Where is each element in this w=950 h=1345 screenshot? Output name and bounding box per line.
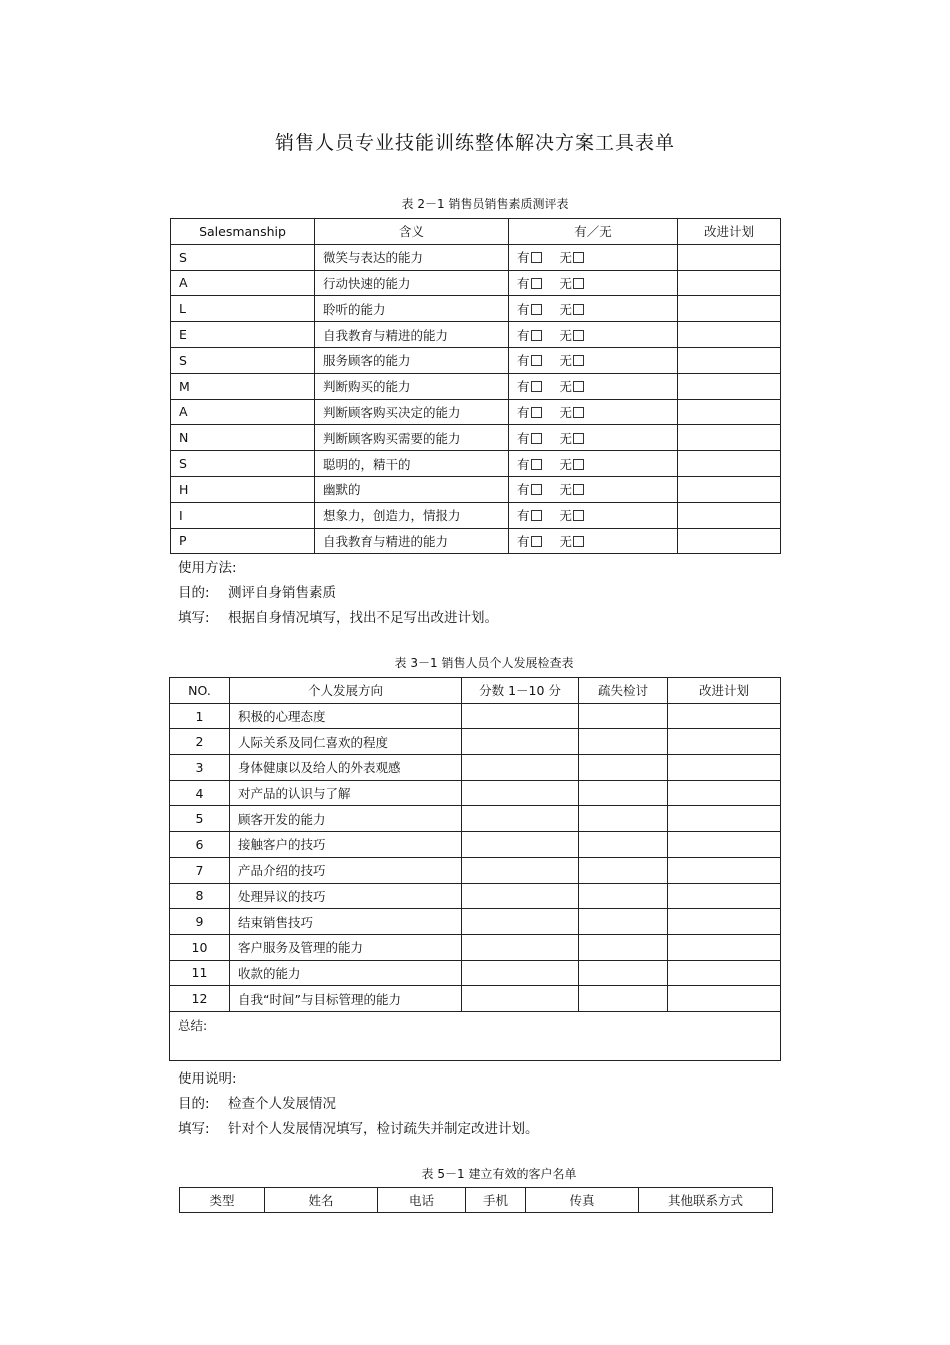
row-number: 10 xyxy=(170,934,230,960)
row-number: 2 xyxy=(170,729,230,755)
table-row xyxy=(171,244,781,270)
yes-no-cell xyxy=(509,296,678,322)
no-checkbox[interactable] xyxy=(573,355,584,366)
sales-quality-assessment-table xyxy=(170,218,781,554)
score-cell[interactable] xyxy=(462,703,579,729)
row-direction: 顾客开发的能力 xyxy=(230,806,462,832)
no-checkbox[interactable] xyxy=(573,536,584,547)
table-row xyxy=(171,451,781,477)
improvement-plan-cell[interactable] xyxy=(678,322,781,348)
table-row xyxy=(171,399,781,425)
table-row xyxy=(171,528,781,554)
row-direction: 对产品的认识与了解 xyxy=(230,780,462,806)
no-label: 无 xyxy=(559,379,573,395)
row-letter: N xyxy=(171,425,315,451)
score-cell[interactable] xyxy=(462,755,579,781)
review-cell[interactable] xyxy=(579,703,668,729)
review-cell[interactable] xyxy=(579,729,668,755)
improvement-plan-cell[interactable] xyxy=(678,425,781,451)
table1-caption: 表 2－1 销售员销售素质测评表 xyxy=(401,197,569,211)
improvement-plan-cell[interactable] xyxy=(678,244,781,270)
table-row xyxy=(171,476,781,502)
summary-label: 总结: xyxy=(178,1017,208,1033)
row-meaning: 聪明的，精干的 xyxy=(315,451,509,477)
row-direction: 处理异议的技巧 xyxy=(230,883,462,909)
row-meaning: 自我教育与精进的能力 xyxy=(315,528,509,554)
yes-checkbox[interactable] xyxy=(531,510,542,521)
personal-development-checklist-table xyxy=(169,677,781,1061)
table-row xyxy=(170,832,781,858)
score-cell[interactable] xyxy=(462,806,579,832)
review-cell[interactable] xyxy=(579,909,668,935)
yes-no-cell xyxy=(509,528,678,554)
no-checkbox[interactable] xyxy=(573,278,584,289)
row-direction: 人际关系及同仁喜欢的程度 xyxy=(230,729,462,755)
yes-label: 有 xyxy=(517,275,530,291)
review-cell[interactable] xyxy=(579,934,668,960)
row-direction: 积极的心理态度 xyxy=(230,703,462,729)
purpose-text: 检查个人发展情况 xyxy=(228,1096,336,1112)
yes-no-cell xyxy=(509,270,678,296)
score-cell[interactable] xyxy=(462,960,579,986)
header-name: 姓名 xyxy=(265,1188,378,1213)
improvement-plan-cell[interactable] xyxy=(668,806,781,832)
improvement-plan-cell[interactable] xyxy=(668,729,781,755)
improvement-plan-cell[interactable] xyxy=(668,755,781,781)
no-label: 无 xyxy=(559,275,573,291)
review-cell[interactable] xyxy=(579,780,668,806)
yes-label: 有 xyxy=(517,327,530,343)
table2-fill xyxy=(178,1117,539,1137)
yes-no-cell xyxy=(509,425,678,451)
no-label: 无 xyxy=(559,353,573,369)
row-meaning: 微笑与表达的能力 xyxy=(315,244,509,270)
no-checkbox[interactable] xyxy=(573,433,584,444)
improvement-plan-cell[interactable] xyxy=(678,373,781,399)
table-row xyxy=(170,960,781,986)
table2-usage-title: 使用说明: xyxy=(178,1071,237,1087)
row-letter: A xyxy=(171,399,315,425)
yes-no-cell xyxy=(509,476,678,502)
row-meaning: 行动快速的能力 xyxy=(315,270,509,296)
row-meaning: 服务顾客的能力 xyxy=(315,347,509,373)
improvement-plan-cell[interactable] xyxy=(668,986,781,1012)
no-checkbox[interactable] xyxy=(573,407,584,418)
table1-usage-title: 使用方法: xyxy=(178,560,237,576)
row-number: 12 xyxy=(170,986,230,1012)
row-meaning: 自我教育与精进的能力 xyxy=(315,322,509,348)
fill-label: 填写: xyxy=(178,610,210,626)
no-label: 无 xyxy=(559,327,573,343)
improvement-plan-cell[interactable] xyxy=(668,909,781,935)
row-number: 1 xyxy=(170,703,230,729)
purpose-label: 目的: xyxy=(178,585,210,601)
row-number: 6 xyxy=(170,832,230,858)
table-header-row xyxy=(171,219,781,245)
header-yes-no: 有／无 xyxy=(509,219,678,245)
header-mobile: 手机 xyxy=(466,1188,526,1213)
no-label: 无 xyxy=(559,250,573,266)
summary-cell[interactable] xyxy=(170,1011,781,1060)
row-meaning: 判断顾客购买决定的能力 xyxy=(315,399,509,425)
table-row xyxy=(170,883,781,909)
header-phone: 电话 xyxy=(378,1188,466,1213)
row-letter: H xyxy=(171,476,315,502)
table2-caption: 表 3－1 销售人员个人发展检查表 xyxy=(394,656,574,670)
header-type: 类型 xyxy=(180,1188,265,1213)
no-label: 无 xyxy=(559,482,573,498)
table-row xyxy=(170,806,781,832)
row-meaning: 判断购买的能力 xyxy=(315,373,509,399)
improvement-plan-cell[interactable] xyxy=(668,703,781,729)
yes-checkbox[interactable] xyxy=(531,433,542,444)
improvement-plan-cell[interactable] xyxy=(668,883,781,909)
review-cell[interactable] xyxy=(579,806,668,832)
row-letter: A xyxy=(171,270,315,296)
review-cell[interactable] xyxy=(579,755,668,781)
yes-checkbox[interactable] xyxy=(531,381,542,392)
table-header-row xyxy=(180,1188,773,1213)
score-cell[interactable] xyxy=(462,832,579,858)
table1-purpose xyxy=(178,581,336,601)
table-header-row xyxy=(170,678,781,704)
table-row xyxy=(171,373,781,399)
review-cell[interactable] xyxy=(579,986,668,1012)
yes-checkbox[interactable] xyxy=(531,355,542,366)
score-cell[interactable] xyxy=(462,986,579,1012)
customer-list-table xyxy=(179,1187,773,1213)
no-checkbox[interactable] xyxy=(573,484,584,495)
yes-checkbox[interactable] xyxy=(531,278,542,289)
header-direction: 个人发展方向 xyxy=(230,678,462,704)
no-label: 无 xyxy=(559,508,573,524)
table-row xyxy=(171,502,781,528)
row-number: 11 xyxy=(170,960,230,986)
no-checkbox[interactable] xyxy=(573,381,584,392)
table-row xyxy=(171,322,781,348)
review-cell[interactable] xyxy=(579,832,668,858)
row-letter: L xyxy=(171,296,315,322)
row-direction: 收款的能力 xyxy=(230,960,462,986)
improvement-plan-cell[interactable] xyxy=(678,502,781,528)
table-row xyxy=(170,729,781,755)
improvement-plan-cell[interactable] xyxy=(678,528,781,554)
score-cell[interactable] xyxy=(462,883,579,909)
row-direction: 结束销售技巧 xyxy=(230,909,462,935)
score-cell[interactable] xyxy=(462,857,579,883)
no-label: 无 xyxy=(559,301,573,317)
row-number: 9 xyxy=(170,909,230,935)
score-cell[interactable] xyxy=(462,909,579,935)
no-checkbox[interactable] xyxy=(573,510,584,521)
yes-label: 有 xyxy=(517,250,530,266)
header-no: NO. xyxy=(170,678,230,704)
score-cell[interactable] xyxy=(462,780,579,806)
yes-checkbox[interactable] xyxy=(531,304,542,315)
row-letter: P xyxy=(171,528,315,554)
row-letter: S xyxy=(171,451,315,477)
table-row xyxy=(170,703,781,729)
row-letter: M xyxy=(171,373,315,399)
table-row xyxy=(170,986,781,1012)
header-salesmanship: Salesmanship xyxy=(171,219,315,245)
improvement-plan-cell[interactable] xyxy=(678,451,781,477)
improvement-plan-cell[interactable] xyxy=(668,960,781,986)
improvement-plan-cell[interactable] xyxy=(678,399,781,425)
table-row xyxy=(171,296,781,322)
yes-label: 有 xyxy=(517,508,530,524)
row-letter: S xyxy=(171,347,315,373)
row-number: 7 xyxy=(170,857,230,883)
yes-label: 有 xyxy=(517,533,530,549)
yes-no-cell xyxy=(509,502,678,528)
review-cell[interactable] xyxy=(579,857,668,883)
table2-purpose xyxy=(178,1092,336,1112)
table-row xyxy=(170,909,781,935)
header-fax: 传真 xyxy=(526,1188,639,1213)
yes-label: 有 xyxy=(517,301,530,317)
yes-checkbox[interactable] xyxy=(531,536,542,547)
table-row xyxy=(171,270,781,296)
table1-fill xyxy=(178,606,498,626)
no-label: 无 xyxy=(559,456,573,472)
header-other-contact: 其他联系方式 xyxy=(639,1188,773,1213)
improvement-plan-cell[interactable] xyxy=(678,476,781,502)
yes-checkbox[interactable] xyxy=(531,484,542,495)
improvement-plan-cell[interactable] xyxy=(678,347,781,373)
table-row xyxy=(170,934,781,960)
table-row xyxy=(171,347,781,373)
row-letter: I xyxy=(171,502,315,528)
fill-text: 根据自身情况填写，找出不足写出改进计划。 xyxy=(228,610,498,626)
header-improvement-plan: 改进计划 xyxy=(668,678,781,704)
review-cell[interactable] xyxy=(579,883,668,909)
yes-label: 有 xyxy=(517,353,530,369)
fill-text: 针对个人发展情况填写，检讨疏失并制定改进计划。 xyxy=(228,1121,539,1137)
row-direction: 客户服务及管理的能力 xyxy=(230,934,462,960)
yes-no-cell xyxy=(509,244,678,270)
row-meaning: 幽默的 xyxy=(315,476,509,502)
row-direction: 接触客户的技巧 xyxy=(230,832,462,858)
no-label: 无 xyxy=(559,404,573,420)
summary-row xyxy=(170,1011,781,1060)
table-row xyxy=(170,857,781,883)
yes-no-cell xyxy=(509,451,678,477)
improvement-plan-cell[interactable] xyxy=(668,780,781,806)
table-row xyxy=(171,425,781,451)
row-direction: 自我“时间”与目标管理的能力 xyxy=(230,986,462,1012)
no-checkbox[interactable] xyxy=(573,304,584,315)
row-direction: 身体健康以及给人的外表观感 xyxy=(230,755,462,781)
no-checkbox[interactable] xyxy=(573,330,584,341)
row-meaning: 想象力，创造力，情报力 xyxy=(315,502,509,528)
no-label: 无 xyxy=(559,533,573,549)
yes-no-cell xyxy=(509,373,678,399)
row-letter: E xyxy=(171,322,315,348)
no-checkbox[interactable] xyxy=(573,252,584,263)
row-direction: 产品介绍的技巧 xyxy=(230,857,462,883)
row-letter: S xyxy=(171,244,315,270)
yes-no-cell xyxy=(509,399,678,425)
yes-checkbox[interactable] xyxy=(531,407,542,418)
row-meaning: 判断顾客购买需要的能力 xyxy=(315,425,509,451)
improvement-plan-cell[interactable] xyxy=(678,270,781,296)
yes-checkbox[interactable] xyxy=(531,459,542,470)
header-review: 疏失检讨 xyxy=(579,678,668,704)
yes-label: 有 xyxy=(517,456,530,472)
purpose-text: 测评自身销售素质 xyxy=(228,585,336,601)
row-meaning: 聆听的能力 xyxy=(315,296,509,322)
no-checkbox[interactable] xyxy=(573,459,584,470)
row-number: 5 xyxy=(170,806,230,832)
score-cell[interactable] xyxy=(462,729,579,755)
yes-checkbox[interactable] xyxy=(531,252,542,263)
yes-label: 有 xyxy=(517,430,530,446)
yes-label: 有 xyxy=(517,482,530,498)
no-label: 无 xyxy=(559,430,573,446)
table-row xyxy=(170,780,781,806)
row-number: 3 xyxy=(170,755,230,781)
yes-label: 有 xyxy=(517,404,530,420)
yes-label: 有 xyxy=(517,379,530,395)
yes-no-cell xyxy=(509,322,678,348)
table3-caption: 表 5－1 建立有效的客户名单 xyxy=(421,1167,577,1181)
header-score: 分数 1－10 分 xyxy=(462,678,579,704)
table-row xyxy=(170,755,781,781)
row-number: 4 xyxy=(170,780,230,806)
improvement-plan-cell[interactable] xyxy=(668,857,781,883)
purpose-label: 目的: xyxy=(178,1096,210,1112)
yes-no-cell xyxy=(509,347,678,373)
row-number: 8 xyxy=(170,883,230,909)
improvement-plan-cell[interactable] xyxy=(668,832,781,858)
header-meaning: 含义 xyxy=(315,219,509,245)
fill-label: 填写: xyxy=(178,1121,210,1137)
document-title: 销售人员专业技能训练整体解决方案工具表单 xyxy=(274,132,675,154)
score-cell[interactable] xyxy=(462,934,579,960)
yes-checkbox[interactable] xyxy=(531,330,542,341)
header-improvement-plan: 改进计划 xyxy=(678,219,781,245)
improvement-plan-cell[interactable] xyxy=(678,296,781,322)
improvement-plan-cell[interactable] xyxy=(668,934,781,960)
review-cell[interactable] xyxy=(579,960,668,986)
